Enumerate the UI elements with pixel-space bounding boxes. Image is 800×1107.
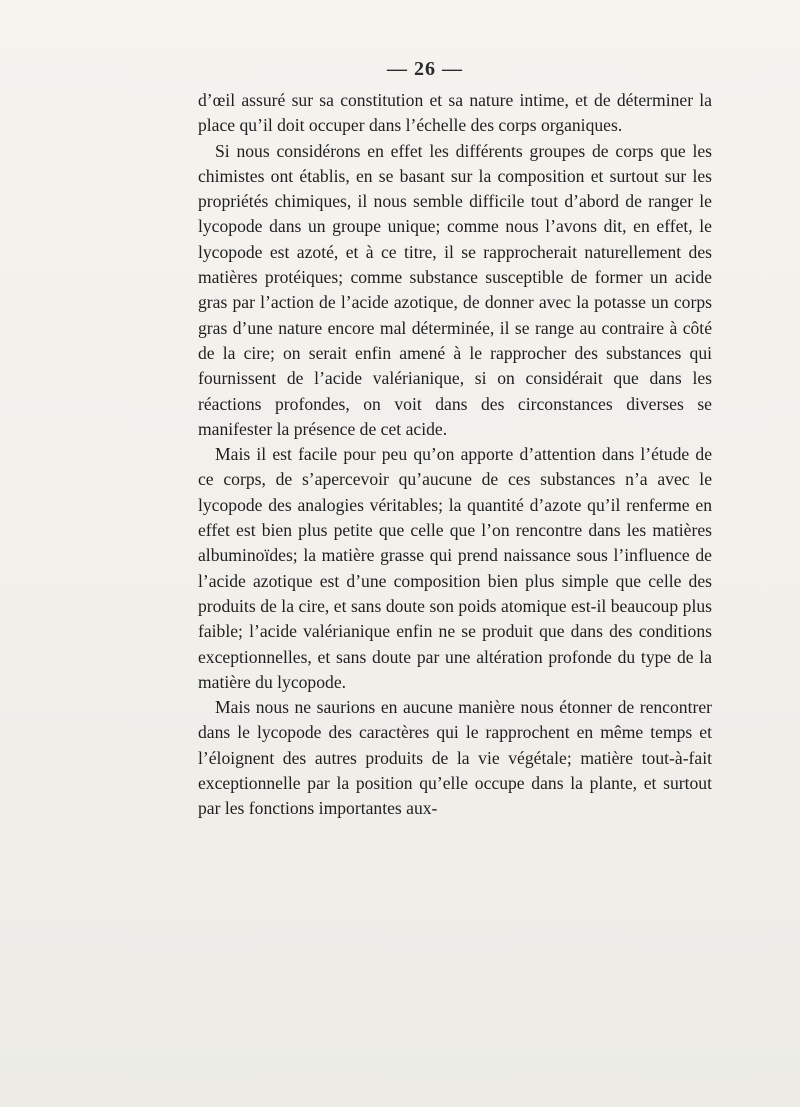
paragraph-3: Mais il est facile pour peu qu’on apporte d’attention dans l’étude de ce corps, de s’apercevoir qu’aucune de ces substances n’a avec le lycopode des analogies véritables; la quantité d’azote qu’il renferme en effet est bien plus petite que celle que l’on rencontre dans les matières albuminoïdes; la matière grasse qui prend naissance sous l’influence de l’acide azotique est d’une composition bien plus simple que celle des produits de la cire, et sans doute son poids atomique est-il beaucoup plus faible; l’acide valérianique enfin ne se produit que dans des conditions exceptionnelles, et sans doute par une altération profonde du type de la matière du lycopode. [198,444,712,692]
paragraph-4: Mais nous ne saurions en aucune manière nous étonner de rencontrer dans le lycopode des caractères qui le rapprochent en même temps et l’éloignent des autres produits de la vie végétale; matière tout-à-fait exceptionnelle par la position qu’elle occupe dans la plante, et surtout par les fonctions importantes aux- [198,697,712,819]
page-number: — 26 — [387,58,463,80]
paragraph-2: Si nous considérons en effet les différents groupes de corps que les chimistes ont établis, en se basant sur la composition et surtout sur les propriétés chimiques, il nous semble difficile tout d’abord de ranger le lycopode dans un groupe unique; comme nous l’avons dit, en effet, le lycopode est azoté, et à ce titre, il se rapprocherait naturellement des matières protéiques; comme substance susceptible de former un acide gras par l’action de l’acide azotique, de donner avec la potasse un corps gras d’une nature encore mal déterminée, il se range au contraire à côté de la cire; on serait enfin amené à le rapprocher des substances qui fournissent de l’acide valérianique, si on considérait que dans les réactions profondes, on voit dans des circonstances diverses se manifester la présence de cet acide. [198,140,712,439]
page-header [0,58,800,81]
paragraph-1: d’œil assuré sur sa constitution et sa nature intime, et de déterminer la place qu’il doit occuper dans l’échelle des corps organiques. [198,90,712,136]
body-text [198,88,712,822]
